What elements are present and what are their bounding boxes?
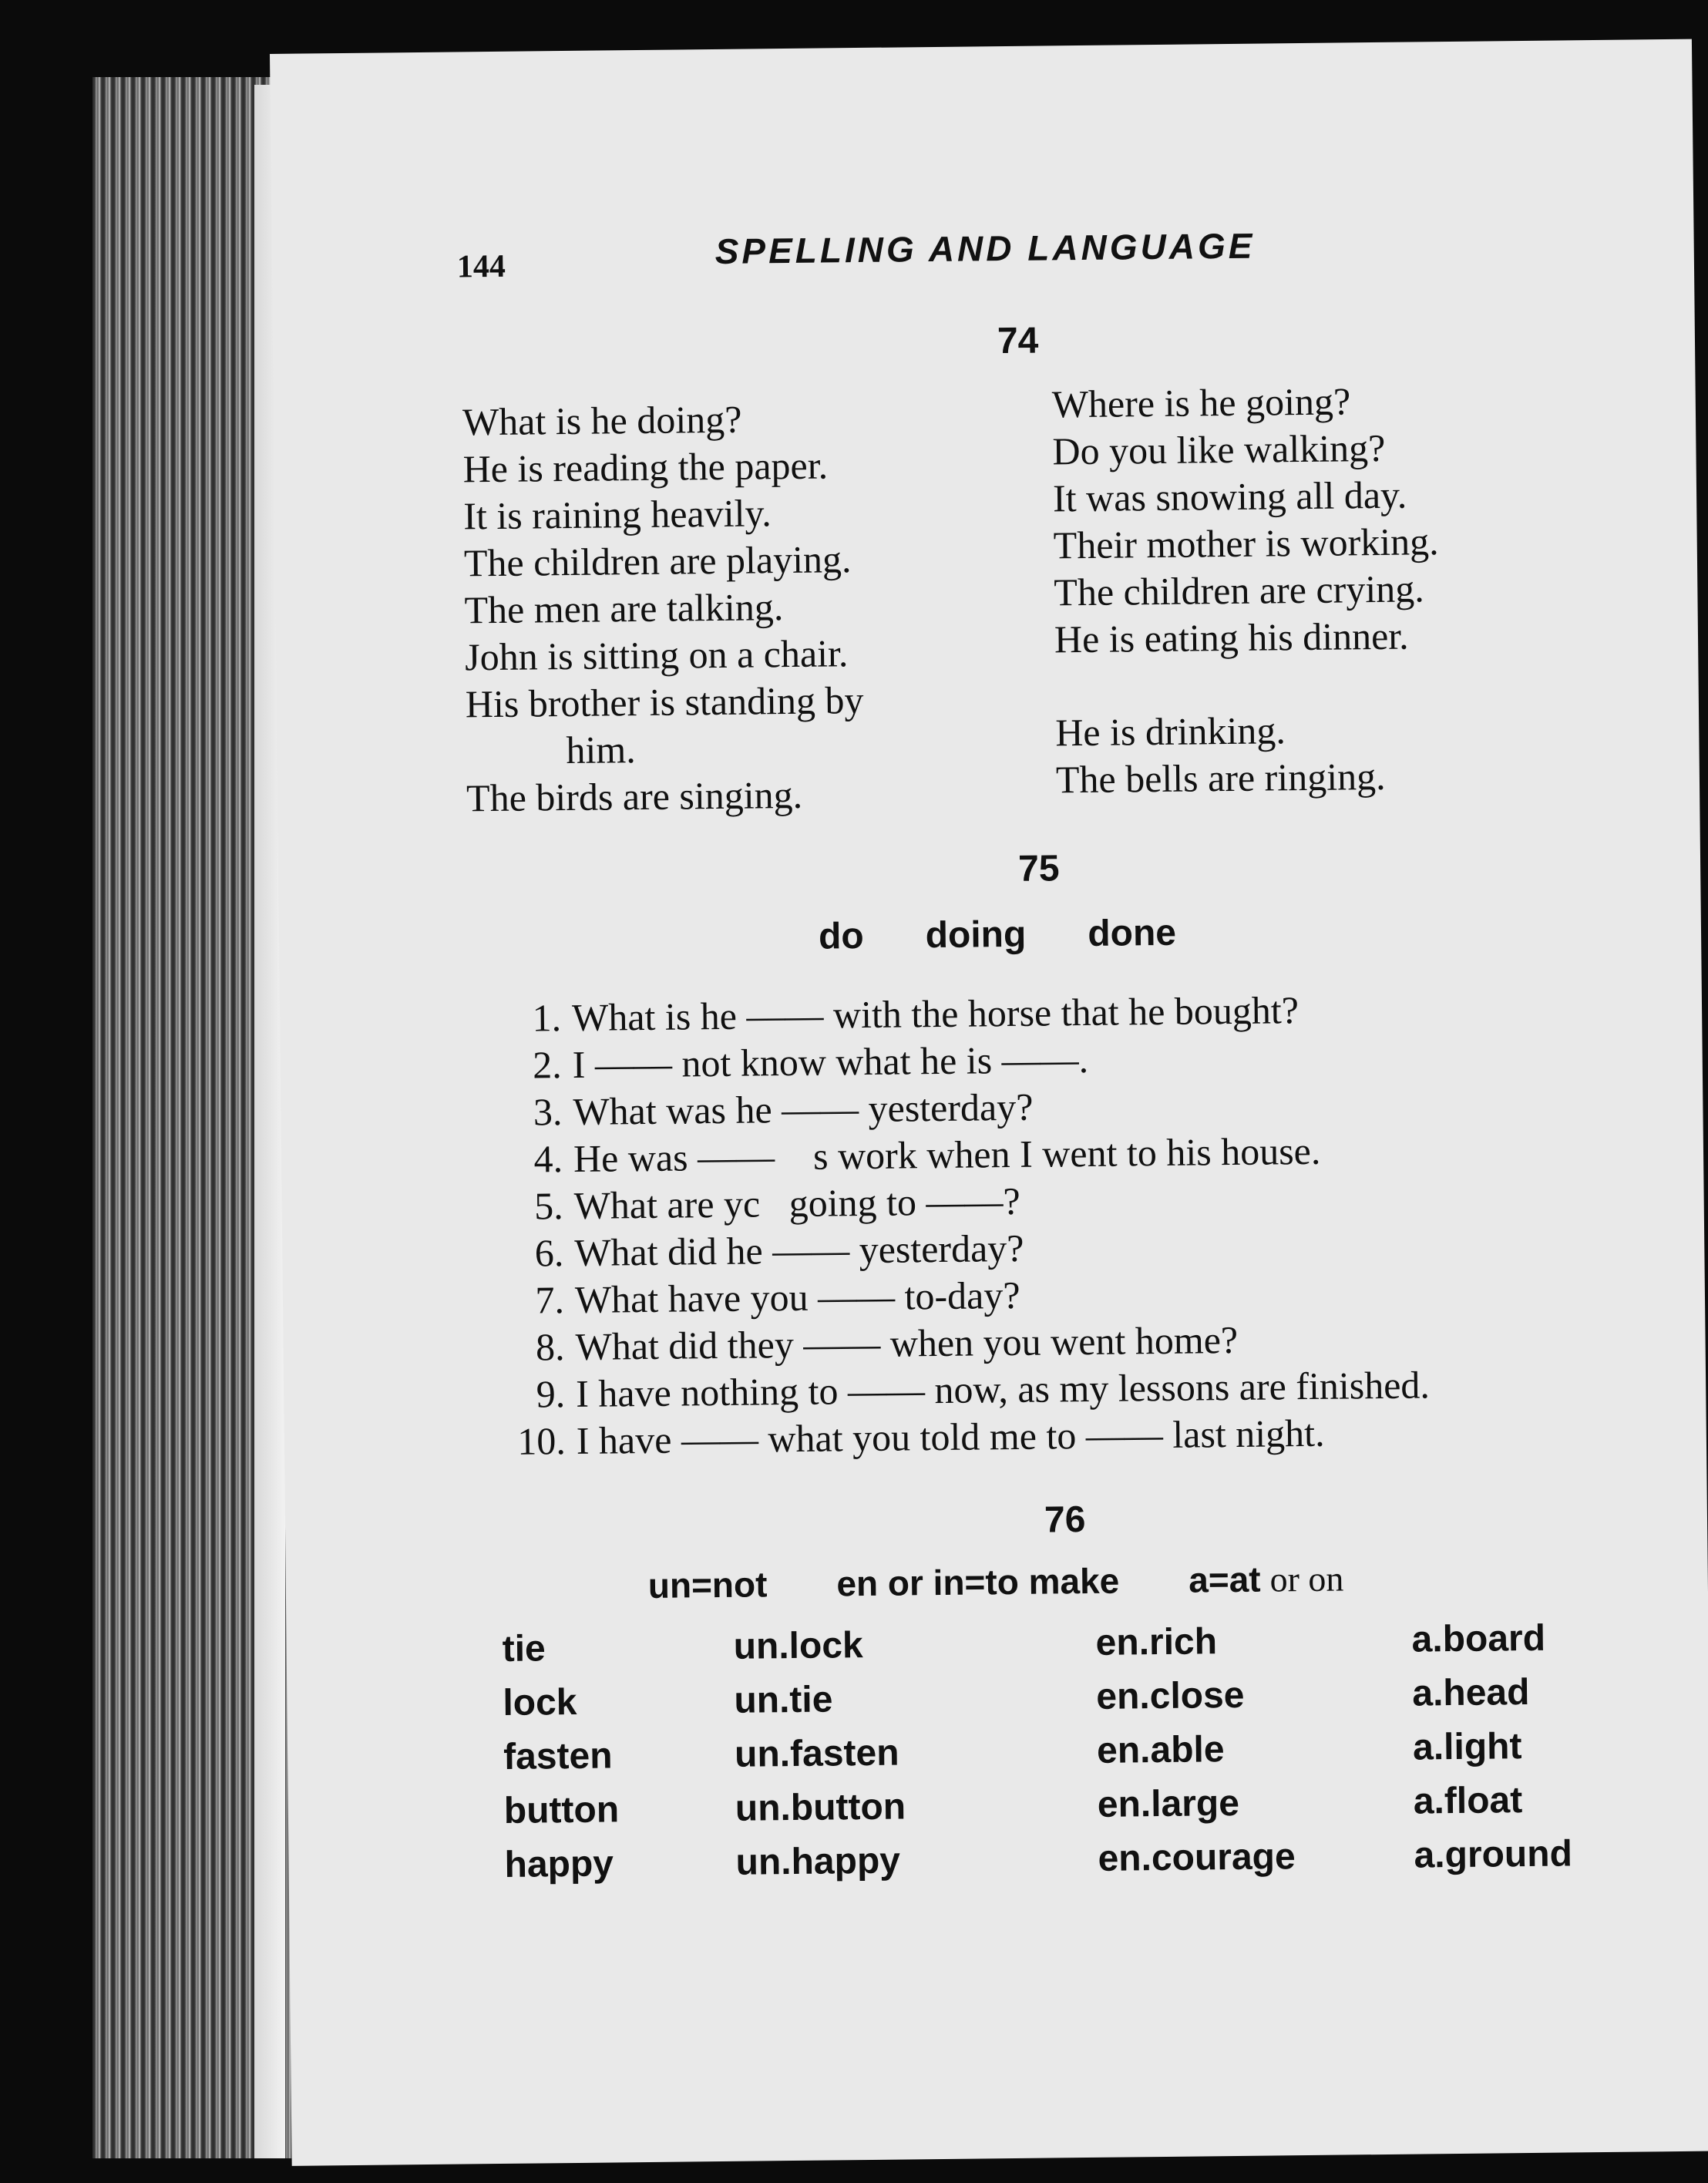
section-75-number: 75 [1017,848,1060,890]
section-76-number: 76 [1044,1499,1086,1541]
word: en.able [1096,1729,1225,1771]
exercise-text: What did he —— yesterday? [574,1226,1024,1274]
sentence: Their mother is working. [1053,520,1439,567]
sentence: He is drinking. [1054,708,1286,755]
section-75-exercises [488,986,1431,1466]
section-74-right-column [1051,377,1441,803]
page-header [271,220,1694,304]
section-74-left-column [462,395,865,822]
exercise-number: 4. [533,1137,563,1181]
exercise-number: 9. [536,1372,566,1416]
exercise-text: What was he —— yesterday? [573,1085,1034,1133]
sentence-continuation: him. [566,728,637,772]
section-74-number: 74 [997,320,1039,362]
sentence: Do you like walking? [1052,426,1386,473]
exercise-number: 6. [534,1231,564,1275]
word: un.lock [733,1625,863,1667]
word: un.fasten [734,1732,899,1775]
sentence: The children are crying. [1054,567,1424,614]
word: a.head [1412,1672,1530,1714]
exercise-text: What are yc going to ——? [573,1179,1020,1227]
exercise-number: 7. [535,1278,565,1322]
spacer [1054,659,1441,709]
exercise-number: 2. [532,1043,563,1087]
definition-a: a=at [1188,1559,1261,1600]
word: un.tie [734,1679,833,1721]
sentence: He is reading the paper. [462,443,829,491]
word: do [818,915,864,957]
word: en.close [1096,1674,1245,1717]
en-words-column [1095,1619,1414,1892]
sentence: The bells are ringing. [1055,754,1386,802]
exercise-number: 5. [533,1184,563,1228]
exercise-text: I have —— what you told me to —— last night. [576,1411,1325,1462]
sentence: It was snowing all day. [1052,473,1407,520]
sentence: What is he doing? [462,397,742,444]
definition-a-or: or on [1269,1559,1344,1599]
word: en.rich [1095,1621,1218,1663]
word: a.board [1411,1617,1546,1660]
word: happy [504,1843,614,1885]
word: done [1087,912,1177,954]
sentence: His brother is standing by [465,678,864,726]
exercise-number: 8. [535,1325,565,1369]
sentence: The birds are singing. [466,772,803,820]
definition-un: un=not [647,1564,768,1606]
exercise-number: 3. [533,1090,563,1134]
section-75-word-list [819,910,1359,957]
word: doing [925,913,1027,957]
word: lock [503,1681,577,1724]
word: en.large [1097,1782,1240,1825]
exercise-text: What is he —— with the horse that he bought? [571,988,1299,1039]
running-title: SPELLING AND LANGUAGE [714,225,1256,271]
sentence: John is sitting on a chair. [464,631,849,679]
word: a.float [1413,1780,1523,1822]
exercise-text: I have nothing to —— now, as my lessons are finished. [575,1363,1431,1415]
exercise-number: 10. [517,1419,567,1463]
exercise-text: What have you —— to-day? [574,1273,1020,1321]
word: en.courage [1098,1836,1296,1879]
un-words-column [733,1622,1098,1895]
exercise-item [493,1409,1431,1466]
prefix-word-grid [502,1616,1646,1897]
word: a.light [1412,1726,1522,1768]
definition-en-in: en or in=to make [836,1560,1120,1604]
base-words-column [502,1626,736,1898]
exercise-item [489,1127,1427,1184]
word: un.button [735,1786,906,1829]
prefix-definitions [648,1557,1414,1606]
page-number: 144 [456,248,506,285]
sentence: It is raining heavily. [462,491,772,538]
sentence: He is eating his dinner. [1054,614,1409,661]
word: a.ground [1414,1833,1573,1876]
word: tie [502,1628,546,1670]
sentence: The men are talking. [464,585,784,632]
word: button [503,1789,620,1832]
exercise-number: 1. [532,996,562,1040]
word: fasten [503,1735,613,1778]
sentence: Where is he going? [1051,379,1351,426]
a-words-column [1411,1616,1646,1888]
exercise-text: What did they —— when you went home? [575,1317,1239,1368]
book-page [270,39,1708,2166]
exercise-text: He was —— s work when I went to his house. [573,1128,1321,1180]
exercise-item [488,986,1426,1043]
sentence: The children are playing. [463,537,852,585]
exercise-text: I —— not know what he is ——. [572,1037,1089,1086]
word: un.happy [735,1840,901,1883]
